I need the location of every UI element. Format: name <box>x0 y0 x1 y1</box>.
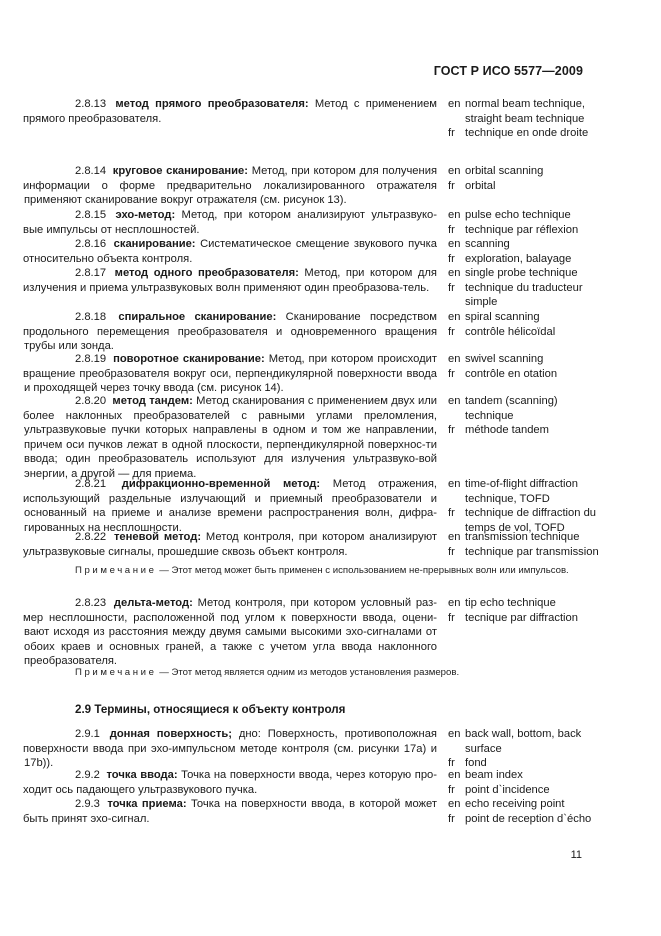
entry-number: 2.8.20 <box>75 395 107 407</box>
entry-definition-rest: информации о форме предварительно локализированного отражателя применяют сканирование вокруг отражателя (см. рисунок 13). <box>23 179 437 207</box>
translation-en: en back wall, bottom, back surface <box>448 728 582 755</box>
entry-term: точка ввода: <box>106 769 178 781</box>
entry-definition-rest: продольного перемещения преобразователя и одновременного вращения трубы или зонда. <box>23 325 437 353</box>
translation-en: en spiral scanning <box>448 311 540 323</box>
entry-number: 2.8.14 <box>75 165 107 177</box>
entry-text <box>24 530 437 559</box>
entry-text <box>24 266 437 295</box>
translations <box>448 310 608 339</box>
entry-text <box>24 727 437 771</box>
entry-definition-start: Сканирование посредством <box>285 311 437 323</box>
entry-number: 2.8.15 <box>75 209 107 221</box>
entry-definition-start: дно: Поверхность, противоположная <box>238 728 437 740</box>
entry-number: 2.9.2 <box>75 769 100 781</box>
translation-fr: fr point de reception d`écho <box>448 812 592 825</box>
translation-en: en orbital scanning <box>448 165 544 177</box>
entry-definition-start: Метод, при котором для получения <box>251 165 437 177</box>
entry-number: 2.8.23 <box>75 597 107 609</box>
translations <box>448 477 608 535</box>
translation-fr: fr technique par transmission <box>448 545 599 558</box>
translation-en: en tip echo technique <box>448 597 556 609</box>
note-text: — Этот метод может быть применен с использованием не-прерывных волн или импульсов. <box>159 565 569 576</box>
translation-en: en swivel scanning <box>448 353 544 365</box>
entry-number: 2.9.3 <box>75 798 100 810</box>
entry-term: метод прямого преобразователя: <box>115 98 309 110</box>
entry-definition-rest: поверхности ввода при эхо-импульсном методе контроля (см. рисунки 17а) и 17b)). <box>23 742 437 770</box>
entry-term: донная поверхность; <box>109 728 232 740</box>
entry-term: сканирование: <box>113 238 196 250</box>
entry-text <box>24 237 437 266</box>
entry-text <box>24 208 437 237</box>
entry-term: поворотное сканирование: <box>113 353 265 365</box>
entry-text <box>24 352 437 396</box>
entry-text <box>24 164 437 208</box>
entry-term: метод одного преобразователя: <box>114 267 299 279</box>
note-label: Примечание <box>75 565 157 576</box>
entry-number: 2.8.16 <box>75 238 107 250</box>
entry-definition-start: Метод с применением <box>314 98 437 110</box>
entry-definition-rest: более наклонных преобразователей с равными углами преломления, ультразвуковые пучки которых направлены в одном и том же направлении, причем оси пучков лежат в одной плоскости, перпендикулярной поверхнос-ти ввода; один преобразователь используют для излучения ультразвуко-вой энергии, а другой — для приема. <box>23 409 437 480</box>
translations <box>448 237 608 266</box>
entry-definition-start: Метод, при котором анализируют ультразвуко- <box>181 209 437 221</box>
entry-definition-rest: вые импульсы от несплошностей. <box>23 223 200 236</box>
entry-definition-start: Метод сканирования с применением двух или <box>196 395 438 407</box>
note-1 <box>75 564 650 577</box>
section-heading: 2.9 Термины, относящиеся к объекту контроля <box>75 703 346 716</box>
entry-text <box>24 394 437 482</box>
entry-text <box>24 310 437 354</box>
translation-en: en pulse echo technique <box>448 209 571 221</box>
entry-term: метод тандем: <box>112 395 193 407</box>
entry-term: круговое сканирование: <box>112 165 248 177</box>
entry-definition-rest: вращение преобразователя вокруг оси, перпендикулярной поверхности ввода и проходящей через точку ввода (см. рисунок 14). <box>23 367 437 395</box>
entry-text <box>24 596 437 669</box>
note-2 <box>75 666 650 679</box>
entry-definition-rest: ходит ось падающего ультразвукового пучка. <box>23 783 258 796</box>
entry-definition-rest: ультразвуковые сигналы, прошедшие сквозь объект контроля. <box>23 545 348 558</box>
translation-fr: fr technique du traducteur simple <box>448 281 583 309</box>
entry-text <box>24 477 437 535</box>
entry-text <box>24 97 437 126</box>
entry-definition-start: Точка на поверхности ввода, в которой может <box>190 798 438 810</box>
entry-definition-rest: излучения и приема ультразвуковых волн применяют один преобразова-тель. <box>23 281 430 294</box>
translations <box>448 768 608 797</box>
translations <box>448 797 608 826</box>
entry-definition-start: Точка на поверхности ввода, через которую про- <box>181 769 438 781</box>
entry-definition-rest: мер несплошности, расположенной под углом к поверхности ввода, оцени-вают исходя из расстояния между двумя самыми высокими эхо-сигналами от обоих краев и основных граней, а также с учетом угла ввода наклонного преобразователя. <box>23 611 437 668</box>
translation-en: en echo receiving point <box>448 798 565 810</box>
entry-term: точка приема: <box>107 798 187 810</box>
entry-term: эхо-метод: <box>115 209 176 221</box>
entry-definition-start: Систематическое смещение звукового пучка <box>200 238 437 250</box>
entry-definition-start: Метод контроля, при котором условный раз- <box>197 597 438 609</box>
note-text: — Этот метод является одним из методов установления размеров. <box>159 667 460 678</box>
entry-number: 2.8.18 <box>75 311 107 323</box>
entry-definition-start: Метод, при котором происходит <box>268 353 438 365</box>
translations <box>448 208 608 237</box>
translation-fr: fr orbital <box>448 179 496 192</box>
translation-fr: fr méthode tandem <box>448 424 549 437</box>
entry-number: 2.9.1 <box>75 728 100 740</box>
translation-fr: fr technique de diffraction du temps de vol, TOFD <box>448 507 597 534</box>
note-label: Примечание <box>75 667 157 678</box>
translation-en: en time-of-flight diffraction technique, TOFD <box>448 478 578 505</box>
translations <box>448 394 608 438</box>
entry-text <box>24 768 437 797</box>
entry-definition-rest: прямого преобразователя. <box>23 112 162 125</box>
translations <box>448 266 608 310</box>
entry-definition-start: Метод, при котором для <box>304 267 437 279</box>
entry-term: дифракционно-временной метод: <box>121 478 321 490</box>
translations <box>448 596 608 625</box>
entry-term: дельта-метод: <box>113 597 193 609</box>
page-header: ГОСТ Р ИСО 5577—2009 <box>433 64 583 78</box>
entry-term: теневой метод: <box>113 531 202 543</box>
translation-fr: fr point d`incidence <box>448 783 550 796</box>
entry-definition-rest: быть принят эхо-сигнал. <box>23 812 150 825</box>
entry-definition-start: Метод контроля, при котором анализируют <box>205 531 438 543</box>
translations <box>448 164 608 193</box>
translation-en: en transmission technique <box>448 531 580 543</box>
translation-fr: fr contrôle en otation <box>448 367 558 380</box>
entry-number: 2.8.22 <box>75 531 107 543</box>
entry-number: 2.8.13 <box>75 98 107 110</box>
translation-en: en tandem (scanning) technique <box>448 395 558 422</box>
translation-fr: fr technique en onde droite <box>448 127 589 140</box>
entry-number: 2.8.17 <box>75 267 107 279</box>
entry-number: 2.8.19 <box>75 353 107 365</box>
translation-fr: fr contrôle hélicoïdal <box>448 325 556 338</box>
entry-definition-start: Метод отражения, <box>332 478 438 490</box>
translation-fr: fr fond <box>448 757 487 770</box>
entry-definition-rest: использующий раздельные излучающий и приемный преобразователи и основанный на приеме и анализе времени распространения волн, дифра-гированных на несплошности. <box>23 492 437 534</box>
translation-fr: fr exploration, balayage <box>448 252 572 265</box>
translation-fr: fr technique par réflexion <box>448 223 579 236</box>
entry-text <box>24 797 437 826</box>
translation-en: en normal beam technique, straight beam technique <box>448 98 586 125</box>
entry-number: 2.8.21 <box>75 478 107 490</box>
translation-fr: fr tecnique par diffraction <box>448 611 578 624</box>
translations <box>448 530 608 559</box>
entry-term: спиральное сканирование: <box>118 311 277 323</box>
entry-definition-rest: относительно объекта контроля. <box>23 252 193 265</box>
translations <box>448 727 608 771</box>
page-number: 11 <box>570 849 582 861</box>
translation-en: en beam index <box>448 769 523 781</box>
translations <box>448 352 608 381</box>
translation-en: en single probe technique <box>448 267 578 279</box>
translation-en: en scanning <box>448 238 510 250</box>
translations <box>448 97 608 141</box>
